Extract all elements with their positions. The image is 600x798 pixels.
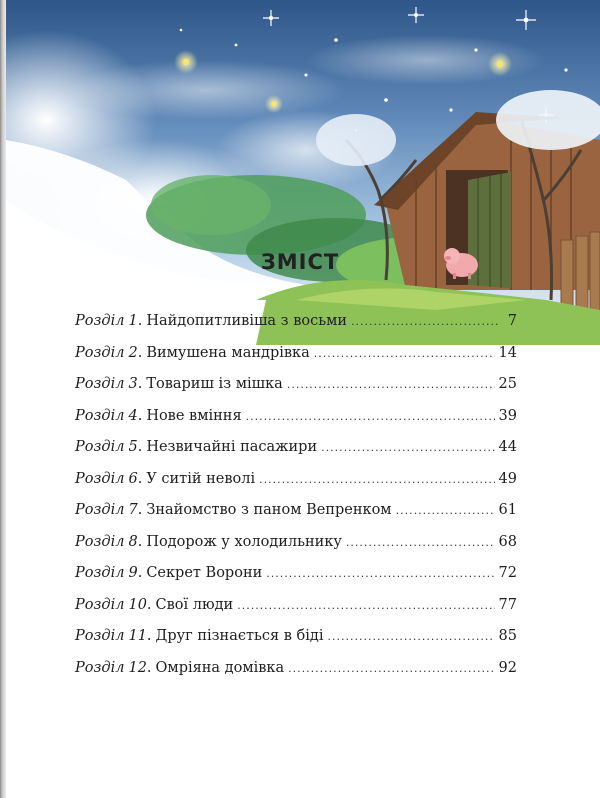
dot-leader bbox=[321, 441, 494, 454]
chapter-dot: . bbox=[137, 439, 143, 455]
chapter-label: Розділ bbox=[75, 533, 125, 550]
chapter-number: 3 bbox=[128, 376, 138, 392]
page-number: 49 bbox=[498, 470, 517, 487]
chapter-dot: . bbox=[137, 470, 143, 487]
dot-leader bbox=[346, 536, 495, 549]
chapter-dot: . bbox=[137, 565, 143, 581]
toc-row[interactable] bbox=[75, 471, 517, 503]
page-number: 77 bbox=[498, 596, 517, 613]
chapter-number: 4 bbox=[128, 407, 138, 424]
toc-row[interactable] bbox=[75, 439, 517, 471]
chapter-title: Друг пізнається в біді bbox=[155, 628, 324, 644]
chapter-title: Найдопитливіша з восьми bbox=[146, 313, 348, 329]
toc-row[interactable] bbox=[75, 313, 517, 345]
dot-leader bbox=[351, 315, 499, 328]
toc-row[interactable] bbox=[75, 502, 517, 534]
chapter-number: 11 bbox=[128, 628, 147, 644]
chapter-number: 10 bbox=[128, 596, 147, 613]
header-illustration bbox=[6, 0, 600, 345]
chapter-title: Нове вміння bbox=[146, 407, 242, 424]
dot-leader bbox=[246, 410, 495, 423]
chapter-number: 7 bbox=[128, 502, 138, 518]
chapter-label: Розділ bbox=[75, 313, 125, 329]
page-number: 7 bbox=[507, 313, 517, 329]
chapter-label: Розділ bbox=[75, 470, 125, 487]
chapter-number: 6 bbox=[128, 470, 138, 487]
page-number: 61 bbox=[498, 502, 517, 518]
chapter-dot: . bbox=[137, 344, 143, 361]
page-number: 44 bbox=[498, 439, 517, 455]
toc-row[interactable] bbox=[75, 345, 517, 377]
dot-leader bbox=[396, 504, 495, 517]
chapter-label: Розділ bbox=[75, 439, 125, 455]
chapter-label: Розділ bbox=[75, 376, 125, 392]
chapter-label: Розділ bbox=[75, 502, 125, 518]
chapter-number: 1 bbox=[128, 313, 138, 329]
chapter-label: Розділ bbox=[75, 407, 125, 424]
page-number: 25 bbox=[498, 376, 517, 392]
page-number: 85 bbox=[498, 628, 517, 644]
dot-leader bbox=[266, 567, 494, 580]
chapter-dot: . bbox=[146, 659, 152, 676]
toc-row[interactable] bbox=[75, 628, 517, 660]
chapter-title: Омріяна домівка bbox=[155, 659, 285, 676]
toc-row[interactable] bbox=[75, 565, 517, 597]
chapter-number: 9 bbox=[128, 565, 138, 581]
page-number: 72 bbox=[498, 565, 517, 581]
dot-leader bbox=[287, 378, 495, 391]
dot-leader bbox=[259, 473, 494, 486]
chapter-dot: . bbox=[137, 533, 143, 550]
page-title: ЗМІСТ bbox=[260, 250, 340, 274]
chapter-label: Розділ bbox=[75, 565, 125, 581]
chapter-number: 8 bbox=[128, 533, 138, 550]
chapter-title: Знайомство з паном Вепренком bbox=[146, 502, 392, 518]
page-number: 92 bbox=[498, 659, 517, 676]
chapter-label: Розділ bbox=[75, 628, 125, 644]
chapter-title: Незвичайні пасажири bbox=[146, 439, 318, 455]
toc-row[interactable] bbox=[75, 408, 517, 440]
dot-leader bbox=[314, 347, 495, 360]
chapter-title: Подорож у холодильнику bbox=[146, 533, 342, 550]
chapter-title: Вимушена мандрівка bbox=[146, 344, 310, 361]
chapter-title: Секрет Ворони bbox=[146, 565, 263, 581]
chapter-title: У ситій неволі bbox=[146, 470, 256, 487]
chapter-dot: . bbox=[137, 407, 143, 424]
page-number: 39 bbox=[498, 407, 517, 424]
chapter-dot: . bbox=[137, 502, 143, 518]
table-of-contents bbox=[75, 313, 517, 691]
chapter-number: 12 bbox=[128, 659, 147, 676]
chapter-number: 5 bbox=[128, 439, 138, 455]
chapter-label: Розділ bbox=[75, 344, 125, 361]
chapter-dot: . bbox=[146, 596, 152, 613]
chapter-label: Розділ bbox=[75, 659, 125, 676]
toc-row[interactable] bbox=[75, 597, 517, 629]
chapter-title: Товариш із мішка bbox=[146, 376, 283, 392]
page-number: 68 bbox=[498, 533, 517, 550]
dot-leader bbox=[327, 630, 494, 643]
chapter-dot: . bbox=[146, 628, 152, 644]
dot-leader bbox=[288, 662, 494, 675]
dot-leader bbox=[237, 599, 494, 612]
chapter-label: Розділ bbox=[75, 596, 125, 613]
toc-row[interactable] bbox=[75, 376, 517, 408]
page-number: 14 bbox=[498, 344, 517, 361]
chapter-title: Свої люди bbox=[155, 596, 234, 613]
chapter-number: 2 bbox=[128, 344, 138, 361]
toc-row[interactable] bbox=[75, 660, 517, 692]
chapter-dot: . bbox=[137, 376, 143, 392]
chapter-dot: . bbox=[137, 313, 143, 329]
toc-row[interactable] bbox=[75, 534, 517, 566]
